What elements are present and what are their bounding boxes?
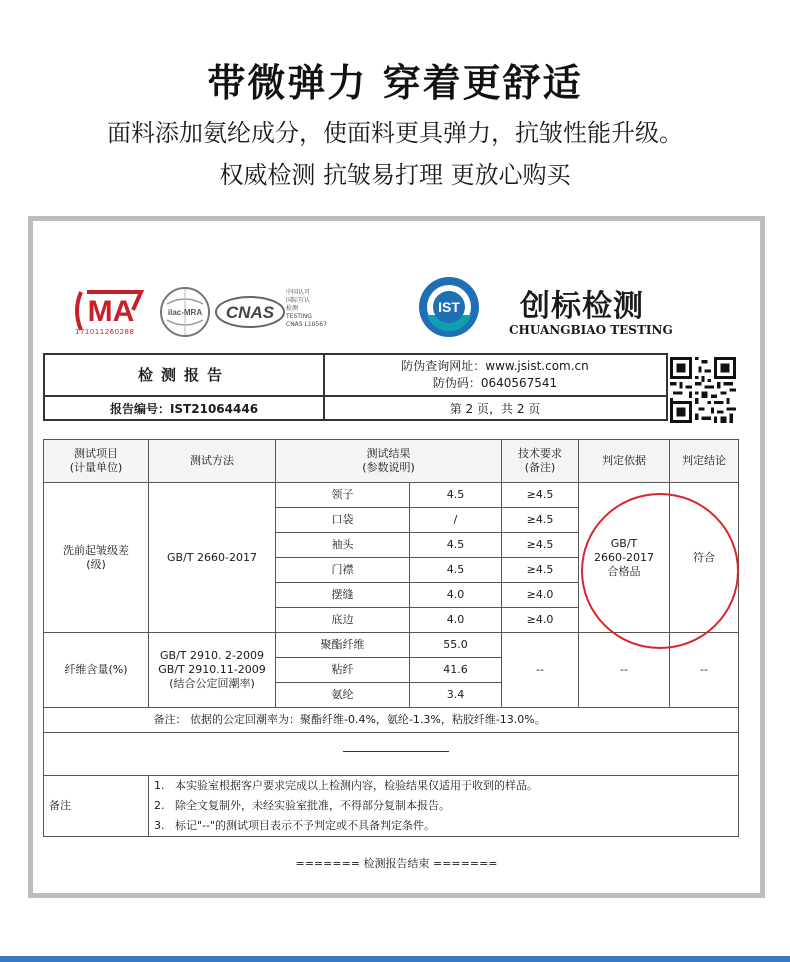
part-requirement: ≥4.5 <box>502 483 579 508</box>
report-end-marker: ======= 检测报告结束 ======= <box>295 857 498 870</box>
header-verdict: 判定结论 <box>670 440 739 483</box>
header-basis: 判定依据 <box>579 440 670 483</box>
remarks-label: 备注 <box>44 776 149 837</box>
bottom-accent-bar <box>0 956 790 962</box>
page-indicator: 第 2 页，共 2 页 <box>449 402 541 416</box>
part-name: 袖头 <box>276 533 410 558</box>
ma-number: 171011260288 <box>75 328 135 336</box>
part-value: 4.5 <box>410 533 502 558</box>
brand-name-cn: 创标检测 <box>520 289 644 324</box>
part-requirement: ≥4.5 <box>502 533 579 558</box>
part-requirement: ≥4.5 <box>502 508 579 533</box>
ma-text: MA <box>87 295 135 328</box>
part-requirement: ≥4.0 <box>502 583 579 608</box>
fiber-value: 41.6 <box>410 658 502 683</box>
part-value: / <box>410 508 502 533</box>
ilac-text: ilac-MRA <box>167 308 203 317</box>
part-name: 门襟 <box>276 558 410 583</box>
remark-item: 2. 除全文复制外，未经实验室批准，不得部分复制本报告。 <box>149 796 739 816</box>
remarks-row <box>44 776 739 797</box>
fiber-basis: -- <box>579 633 670 708</box>
wrinkle-verdict: 符合 <box>670 483 739 633</box>
report-document <box>28 216 765 898</box>
ilac-mra-logo <box>159 286 211 338</box>
verify-info <box>325 358 665 392</box>
verify-code: 防伪码：0640567541 <box>432 376 558 390</box>
part-value: 4.0 <box>410 608 502 633</box>
fiber-method: GB/T 2910. 2-2009 GB/T 2910.11-2009 (结合公定回潮率) <box>149 633 276 708</box>
fiber-name: 聚酯纤维 <box>276 633 410 658</box>
fiber-value: 3.4 <box>410 683 502 708</box>
fiber-requirement: -- <box>502 633 579 708</box>
wrinkle-item: 洗前起皱级差 (级) <box>44 483 149 633</box>
subline-1: 面料添加氨纶成分，使面料更具弹力，抗皱性能升级。 <box>107 119 683 147</box>
report-number: 报告编号：IST21064446 <box>109 402 259 416</box>
fiber-name: 粘纤 <box>276 658 410 683</box>
header-result: 测试结果 (参数说明) <box>276 440 502 483</box>
report-title: 检测报告 <box>137 366 230 384</box>
remarks-row <box>44 816 739 837</box>
part-name: 领子 <box>276 483 410 508</box>
fiber-value: 55.0 <box>410 633 502 658</box>
fiber-verdict: -- <box>670 633 739 708</box>
header-item: 测试项目 (计量单位) <box>44 440 149 483</box>
remark-item: 3. 标记"--"的测试项目表示不予判定或不具备判定条件。 <box>149 816 739 837</box>
ist-logo <box>417 275 481 339</box>
blank-row <box>44 733 739 776</box>
fiber-name: 氨纶 <box>276 683 410 708</box>
header-method: 测试方法 <box>149 440 276 483</box>
cnas-small-text: 中国认可 国际互认 检测 TESTING CNAS L10567 <box>286 289 327 328</box>
remark-item: 1. 本实验室根据客户要求完成以上检测内容，检验结果仅适用于收到的样品。 <box>149 776 739 797</box>
ist-text: IST <box>438 299 460 315</box>
brand-name-en: CHUANGBIAO TESTING <box>509 323 673 337</box>
part-name: 口袋 <box>276 508 410 533</box>
part-requirement: ≥4.5 <box>502 558 579 583</box>
separator-line <box>343 751 449 752</box>
header-requirement: 技术要求 (备注) <box>502 440 579 483</box>
part-value: 4.5 <box>410 558 502 583</box>
qr-code <box>670 357 736 423</box>
highlight-circle <box>581 493 739 649</box>
verify-url: 防伪查询网址：www.jsist.com.cn <box>401 359 589 373</box>
table-header-row <box>44 440 739 483</box>
wrinkle-basis: GB/T 2660-2017 合格品 <box>579 483 670 633</box>
headline: 带微弹力 穿着更舒适 <box>207 61 583 105</box>
part-requirement: ≥4.0 <box>502 608 579 633</box>
table-row <box>44 708 739 733</box>
wrinkle-method: GB/T 2660-2017 <box>149 483 276 633</box>
fiber-item: 纤维含量(%) <box>44 633 149 708</box>
cnas-text: CNAS <box>225 303 275 322</box>
part-value: 4.0 <box>410 583 502 608</box>
cnas-logo <box>215 295 285 329</box>
moisture-note: 备注： 依据的公定回潮率为：聚酯纤维-0.4%，氨纶-1.3%，粘胶纤维-13.0%。 <box>149 708 739 733</box>
part-value: 4.5 <box>410 483 502 508</box>
part-name: 底边 <box>276 608 410 633</box>
subline-2: 权威检测 抗皱易打理 更放心购买 <box>219 161 571 189</box>
part-name: 摆缝 <box>276 583 410 608</box>
remarks-row <box>44 796 739 816</box>
report-header-box <box>43 353 668 421</box>
